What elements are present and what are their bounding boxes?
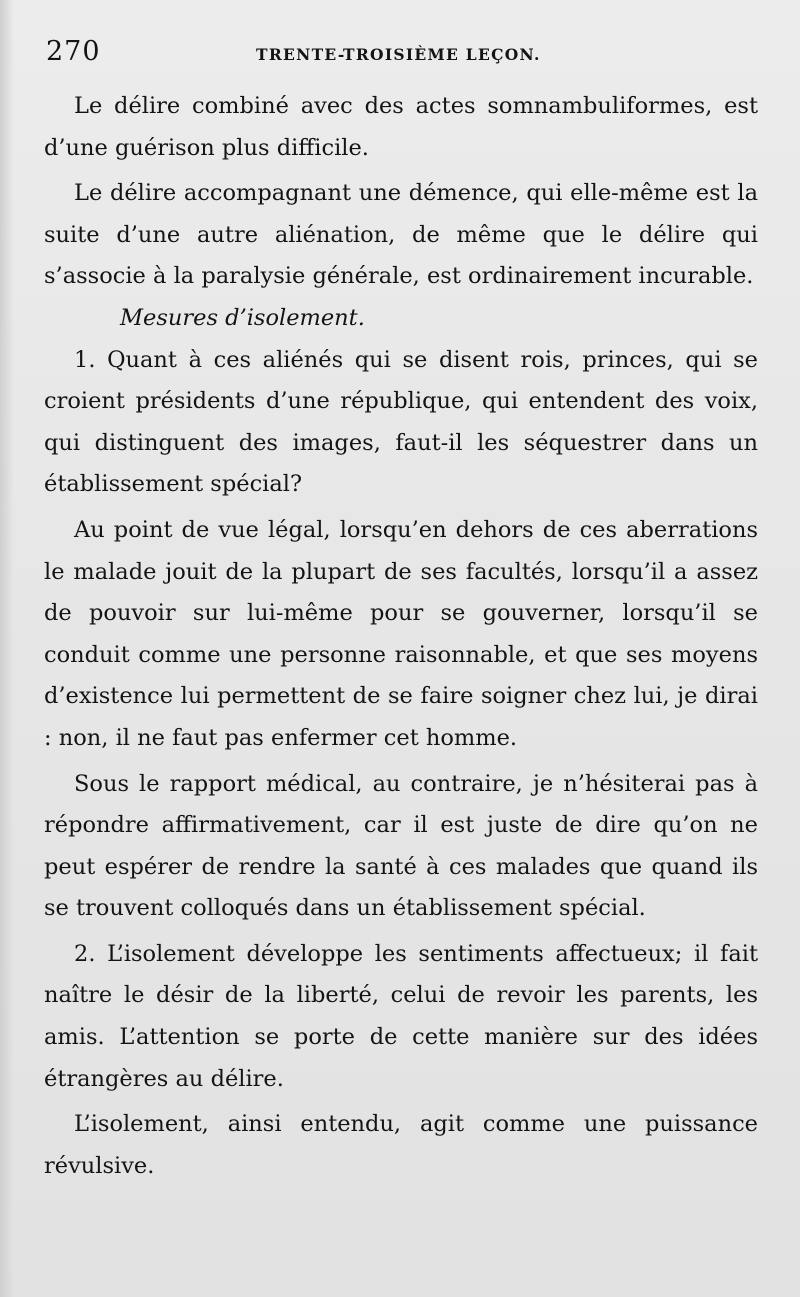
paragraph: 2. L’isolement développe les sentiments affectueux; il fait naître le désir de la liberté, celui de revoir les parents, les amis. L’attention se porte de cette manière sur des idées étrangères au délire.: [44, 940, 758, 1092]
running-title: TRENTE-TROISIÈME LEÇON.: [256, 45, 541, 64]
page-header: [46, 36, 766, 76]
paragraph: 1. Quant à ces aliénés qui se disent rois, princes, qui se croient présidents d’une république, qui entendent des voix, qui distinguent des images, faut-il les séquestrer dans un établissement spécial?: [44, 346, 758, 498]
paragraph: Le délire accompagnant une démence, qui elle-même est la suite d’une autre aliénation, de même que le délire qui s’associe à la paralysie générale, est ordinairement incurable.: [44, 180, 758, 290]
paragraph: Sous le rapport médical, au contraire, je n’hésiterai pas à répondre affirmativement, car il est juste de dire qu’on ne peut espérer de rendre la santé à ces malades que quand ils se trouvent colloqués dans un établissement spécial.: [44, 770, 758, 922]
paragraph: Au point de vue légal, lorsqu’en dehors de ces aberrations le malade jouit de la plupart de ses facultés, lorsqu’il a assez de pouvoir sur lui-même pour se gouverner, lorsqu’il se conduit comme une personne raisonnable, et que ses moyens d’existence lui permettent de se faire soigner chez lui, je dirai : non, il ne faut pas enfermer cet homme.: [44, 516, 758, 751]
paragraph: Le délire combiné avec des actes somnambuliformes, est d’une guérison plus difficile.: [44, 93, 758, 161]
page-number: 270: [46, 36, 101, 67]
body-text: [44, 86, 758, 1187]
paragraph: L’isolement, ainsi entendu, agit comme une puissance révulsive.: [44, 1111, 758, 1179]
section-heading: Mesures d’isolement.: [120, 304, 365, 331]
